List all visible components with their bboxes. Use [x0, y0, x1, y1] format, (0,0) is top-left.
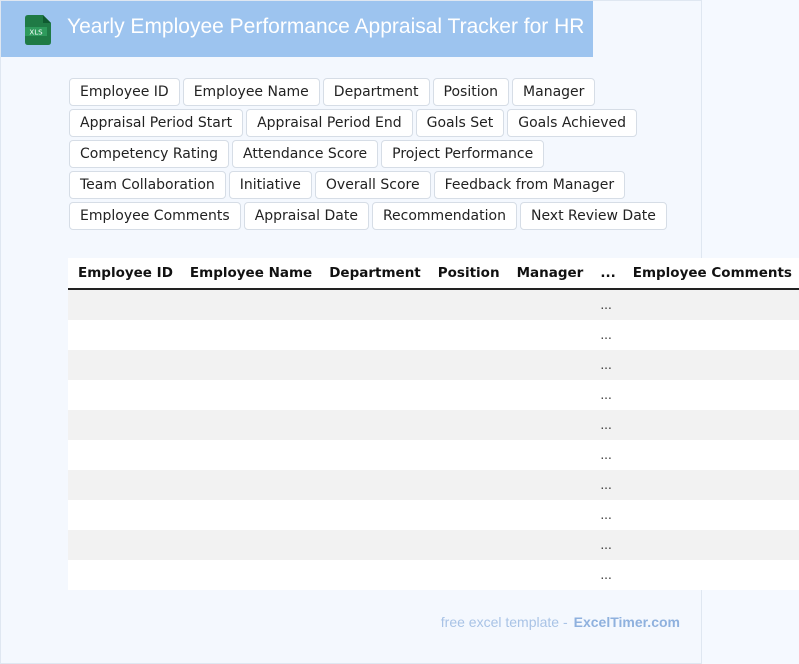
- field-tag: Attendance Score: [232, 140, 378, 168]
- table-cell[interactable]: [507, 320, 591, 350]
- table-cell[interactable]: [428, 410, 507, 440]
- table-cell[interactable]: [319, 440, 428, 470]
- field-tag: Employee Name: [183, 78, 320, 106]
- table-row: [68, 500, 799, 530]
- table-cell[interactable]: [180, 380, 319, 410]
- table-cell[interactable]: [319, 560, 428, 590]
- table-cell[interactable]: ...: [590, 289, 622, 320]
- footer-credit: [441, 614, 680, 630]
- page-title: Yearly Employee Performance Appraisal Tracker for HR: [67, 15, 585, 38]
- table-cell[interactable]: [180, 320, 319, 350]
- table-cell[interactable]: [623, 500, 799, 530]
- table-cell[interactable]: [68, 350, 180, 380]
- footer-brand-link[interactable]: ExcelTimer.com: [573, 614, 680, 630]
- table-cell[interactable]: ...: [590, 320, 622, 350]
- column-header: ...: [590, 258, 622, 289]
- field-tag: Overall Score: [315, 171, 431, 199]
- table-cell[interactable]: [180, 560, 319, 590]
- column-header: Department: [319, 258, 428, 289]
- column-header: Manager: [507, 258, 591, 289]
- field-tag: Employee ID: [69, 78, 180, 106]
- table-cell[interactable]: [180, 470, 319, 500]
- table-cell[interactable]: [68, 530, 180, 560]
- field-tag: Competency Rating: [69, 140, 229, 168]
- table-row: [68, 289, 799, 320]
- table-cell[interactable]: [623, 350, 799, 380]
- table-cell[interactable]: [68, 560, 180, 590]
- table-cell[interactable]: [180, 500, 319, 530]
- table-header-row: [68, 258, 799, 289]
- table-row: [68, 350, 799, 380]
- table-cell[interactable]: [507, 289, 591, 320]
- field-tag: Team Collaboration: [69, 171, 226, 199]
- table-cell[interactable]: ...: [590, 440, 622, 470]
- table-cell[interactable]: [180, 289, 319, 320]
- table-cell[interactable]: ...: [590, 530, 622, 560]
- table-cell[interactable]: [319, 410, 428, 440]
- table-cell[interactable]: [319, 530, 428, 560]
- table-cell[interactable]: [507, 410, 591, 440]
- table-row: [68, 380, 799, 410]
- table-cell[interactable]: ...: [590, 350, 622, 380]
- column-header: Position: [428, 258, 507, 289]
- table-cell[interactable]: [623, 530, 799, 560]
- table-cell[interactable]: [428, 320, 507, 350]
- data-table-container: [68, 258, 792, 589]
- table-cell[interactable]: [428, 530, 507, 560]
- table-cell[interactable]: [180, 410, 319, 440]
- table-cell[interactable]: [68, 289, 180, 320]
- table-body: [68, 289, 799, 590]
- column-header: Employee Comments: [623, 258, 799, 289]
- table-cell[interactable]: [180, 350, 319, 380]
- field-tag: Goals Achieved: [507, 109, 637, 137]
- table-cell[interactable]: [180, 530, 319, 560]
- field-tag: Project Performance: [381, 140, 544, 168]
- field-tag: Position: [433, 78, 510, 106]
- table-cell[interactable]: [68, 380, 180, 410]
- table-cell[interactable]: [623, 320, 799, 350]
- table-cell[interactable]: [623, 410, 799, 440]
- table-cell[interactable]: [319, 500, 428, 530]
- table-cell[interactable]: [319, 350, 428, 380]
- field-tag: Next Review Date: [520, 202, 667, 230]
- field-tag: Department: [323, 78, 430, 106]
- table-cell[interactable]: ...: [590, 500, 622, 530]
- field-tag: Appraisal Period Start: [69, 109, 243, 137]
- table-row: [68, 320, 799, 350]
- table-cell[interactable]: [428, 470, 507, 500]
- table-row: [68, 470, 799, 500]
- table-cell[interactable]: [623, 289, 799, 320]
- table-cell[interactable]: [428, 560, 507, 590]
- field-tag: Manager: [512, 78, 595, 106]
- field-tag: Goals Set: [416, 109, 505, 137]
- table-cell[interactable]: [319, 320, 428, 350]
- table-cell[interactable]: [428, 440, 507, 470]
- table-row: [68, 410, 799, 440]
- column-header: Employee ID: [68, 258, 180, 289]
- table-cell[interactable]: [428, 380, 507, 410]
- footer-text: free excel template -: [440, 614, 568, 630]
- table-cell[interactable]: [507, 530, 591, 560]
- table-cell[interactable]: [623, 440, 799, 470]
- field-tag: Appraisal Period End: [246, 109, 413, 137]
- field-tag: Employee Comments: [69, 202, 241, 230]
- table-cell[interactable]: [180, 440, 319, 470]
- table-cell[interactable]: [507, 380, 591, 410]
- field-tag: Feedback from Manager: [434, 171, 626, 199]
- table-cell[interactable]: [428, 350, 507, 380]
- column-header: Employee Name: [180, 258, 319, 289]
- table-cell[interactable]: [68, 320, 180, 350]
- table-cell[interactable]: [68, 440, 180, 470]
- table-cell[interactable]: [507, 470, 591, 500]
- table-cell[interactable]: [319, 289, 428, 320]
- table-cell[interactable]: [623, 380, 799, 410]
- table-cell[interactable]: ...: [590, 470, 622, 500]
- table-cell[interactable]: [623, 560, 799, 590]
- field-tag: Initiative: [229, 171, 312, 199]
- xls-icon-label: XLS: [29, 28, 43, 37]
- field-tag-list: [69, 78, 681, 230]
- table-cell[interactable]: [507, 500, 591, 530]
- table-cell[interactable]: ...: [590, 560, 622, 590]
- table-cell[interactable]: [68, 470, 180, 500]
- table-cell[interactable]: [507, 350, 591, 380]
- header-banner: [1, 1, 593, 57]
- table-cell[interactable]: ...: [590, 380, 622, 410]
- field-tag: Appraisal Date: [244, 202, 369, 230]
- table-cell[interactable]: ...: [590, 410, 622, 440]
- table-cell[interactable]: [507, 440, 591, 470]
- table-cell[interactable]: [319, 470, 428, 500]
- table-cell[interactable]: [319, 380, 428, 410]
- xls-file-icon: [24, 15, 51, 45]
- table-row: [68, 560, 799, 590]
- table-row: [68, 440, 799, 470]
- table-cell[interactable]: [428, 500, 507, 530]
- table-row: [68, 530, 799, 560]
- field-tag: Recommendation: [372, 202, 517, 230]
- table-cell[interactable]: [428, 289, 507, 320]
- table-cell[interactable]: [68, 500, 180, 530]
- table-cell[interactable]: [507, 560, 591, 590]
- data-table: [68, 258, 799, 590]
- table-cell[interactable]: [68, 410, 180, 440]
- table-cell[interactable]: [623, 470, 799, 500]
